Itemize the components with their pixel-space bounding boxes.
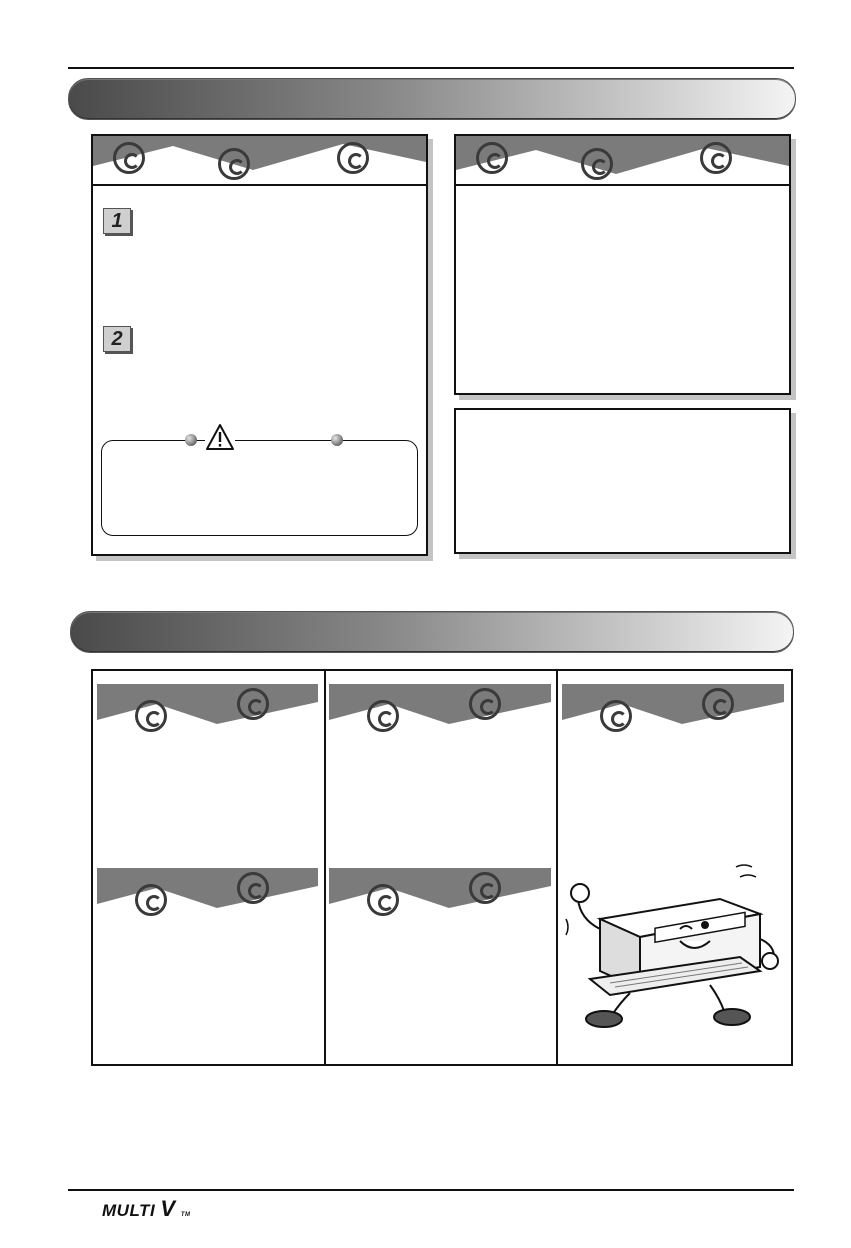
swirl-icon bbox=[135, 884, 167, 916]
multi-v-logo bbox=[102, 1196, 191, 1222]
right-bottom-panel bbox=[454, 408, 791, 554]
swirl-icon bbox=[367, 700, 399, 732]
swirl-icon bbox=[702, 688, 734, 720]
step-badge-2: 2 bbox=[103, 326, 131, 352]
cell-ribbon-5 bbox=[329, 868, 551, 920]
bullet-dot-left bbox=[185, 434, 197, 446]
swirl-icon bbox=[237, 688, 269, 720]
cell-ribbon-4 bbox=[97, 868, 318, 920]
grid-divider bbox=[324, 671, 326, 1064]
swirl-icon bbox=[337, 142, 369, 174]
logo-v: V bbox=[160, 1196, 176, 1221]
step-badge-1: 1 bbox=[103, 208, 131, 234]
tips-grid bbox=[91, 669, 793, 1066]
swirl-icon bbox=[469, 688, 501, 720]
swirl-icon bbox=[218, 148, 250, 180]
grid-divider bbox=[556, 671, 558, 1064]
top-rule bbox=[68, 67, 794, 69]
logo-tm: TM bbox=[180, 1212, 191, 1218]
right-panel-ribbon bbox=[456, 136, 789, 186]
cell-ribbon-1 bbox=[97, 684, 318, 736]
section-header-bar-1 bbox=[68, 78, 796, 120]
cell-ribbon-2 bbox=[329, 684, 551, 736]
swirl-icon bbox=[600, 700, 632, 732]
swirl-icon bbox=[135, 700, 167, 732]
air-conditioner-mascot-illustration bbox=[560, 859, 780, 1029]
swirl-icon bbox=[113, 142, 145, 174]
swirl-icon bbox=[476, 142, 508, 174]
bottom-rule bbox=[68, 1189, 794, 1191]
bullet-dot-right bbox=[331, 434, 343, 446]
left-panel-ribbon bbox=[93, 136, 426, 186]
section-header-bar-2 bbox=[70, 611, 794, 653]
caution-box bbox=[101, 440, 418, 536]
swirl-icon bbox=[581, 148, 613, 180]
logo-text: MULTI bbox=[102, 1201, 156, 1220]
warning-triangle-icon bbox=[205, 423, 235, 451]
right-top-panel bbox=[454, 134, 791, 395]
swirl-icon bbox=[700, 142, 732, 174]
left-panel bbox=[91, 134, 428, 556]
cell-ribbon-3 bbox=[562, 684, 784, 736]
swirl-icon bbox=[469, 872, 501, 904]
swirl-icon bbox=[367, 884, 399, 916]
swirl-icon bbox=[237, 872, 269, 904]
